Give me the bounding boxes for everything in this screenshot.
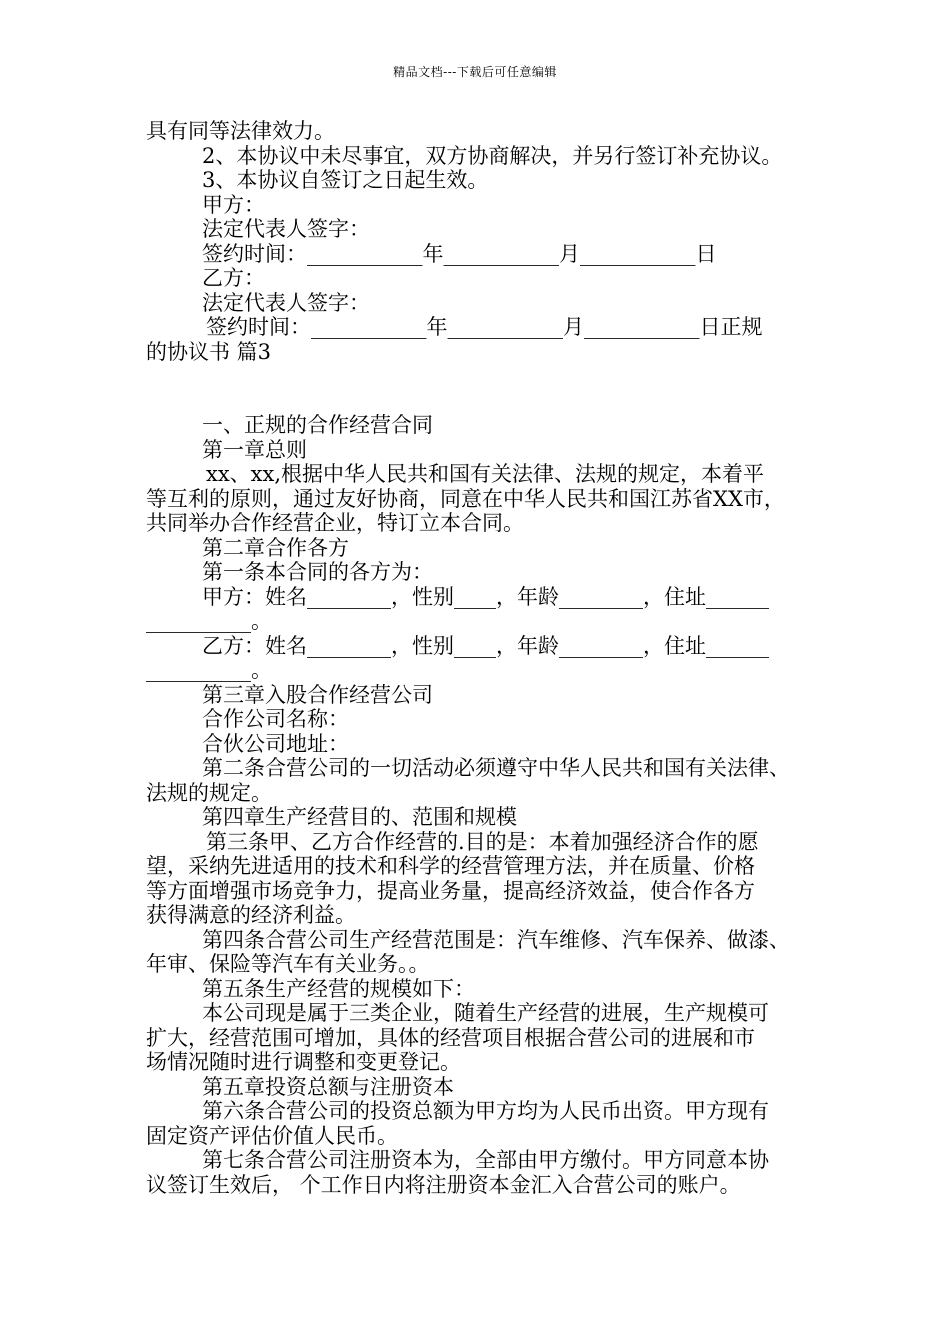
text-line: 第三条甲、乙方合作经营的.目的是：本着加强经济合作的愿 (206, 829, 759, 854)
text-line: 第四章生产经营目的、范围和规模 (202, 805, 517, 829)
text-line: 2、本协议中未尽事宜，双方协商解决，并另行签订补充协议。 (202, 143, 783, 168)
text-line: 合作公司名称： (202, 707, 349, 731)
text-line: 第七条合营公司注册资本为，全部由甲方缴付。甲方同意本协 (202, 1148, 769, 1172)
text-line: __________。 (146, 609, 272, 633)
text-line: 第三章入股合作经营公司 (202, 682, 433, 707)
document-body (146, 119, 826, 1197)
text-line: 第一章总则 (202, 437, 307, 462)
text-line: 本公司现是属于三类企业，随着生产经营的进展，生产规模可 (202, 1001, 769, 1025)
text-line: 法定代表人签字： (202, 217, 370, 241)
text-line: 场情况随时进行调整和变更登记。 (146, 1050, 461, 1074)
text-line: 望，采纳先进适用的技术和科学的经营管理方法，并在质量、价格 (146, 854, 755, 878)
paragraph-gap (146, 364, 826, 413)
text-line: 法定代表人签字： (202, 290, 370, 315)
text-line: 一、正规的合作经营合同 (202, 413, 433, 437)
text-line: 合伙公司地址： (202, 731, 349, 756)
text-line: 第四条合营公司生产经营范围是：汽车维修、汽车保养、做漆、 (202, 927, 790, 952)
text-line: 共同举办合作经营企业，特订立本合同。 (146, 511, 524, 535)
text-line: 等互利的原则，通过友好协商，同意在中华人民共和国江苏省XX市， (146, 486, 785, 511)
text-line: 3、本协议自签订之日起生效。 (202, 168, 489, 192)
text-line: __________。 (146, 658, 272, 682)
text-line: 等方面增强市场竞争力，提高业务量，提高经济效益，使合作各方 (146, 878, 755, 903)
text-line: 甲方：姓名________，性别____，年龄________，住址______ (202, 584, 769, 609)
text-line: 签约时间：___________年___________月___________日 (202, 241, 717, 266)
text-line: 第二条合营公司的一切活动必须遵守中华人民共和国有关法律、 (202, 756, 790, 780)
text-line: 甲方： (202, 192, 265, 217)
text-line: 第二章合作各方 (202, 535, 349, 560)
text-line: 的协议书 篇3 (146, 339, 272, 364)
text-line: 第五条生产经营的规模如下： (202, 976, 475, 1001)
text-line: 第六条合营公司的投资总额为甲方均为人民币出资。甲方现有 (202, 1099, 769, 1123)
text-line: 扩大，经营范围可增加，具体的经营项目根据合营公司的进展和市 (146, 1025, 755, 1050)
text-line: xx、xx,根据中华人民共和国有关法律、法规的规定，本着平 (206, 462, 765, 486)
text-line: 乙方： (202, 266, 265, 290)
text-line: 第一条本合同的各方为： (202, 560, 433, 584)
text-line: 乙方：姓名________，性别____，年龄________，住址______ (202, 633, 769, 658)
text-line: 法规的规定。 (146, 780, 272, 805)
text-line: 第五章投资总额与注册资本 (202, 1074, 454, 1099)
text-line: 签约时间：___________年___________月___________日正规 (206, 315, 763, 339)
text-line: 固定资产评估价值人民币。 (146, 1123, 398, 1148)
text-line: 议签订生效后， 个工作日内将注册资本金汇入合营公司的账户。 (146, 1172, 741, 1197)
text-line: 年审、保险等汽车有关业务。。 (146, 952, 430, 976)
page-header: 精品文档---下载后可任意编辑 (393, 65, 557, 79)
text-line: 获得满意的经济利益。 (146, 903, 356, 927)
text-line: 具有同等法律效力。 (146, 119, 335, 143)
